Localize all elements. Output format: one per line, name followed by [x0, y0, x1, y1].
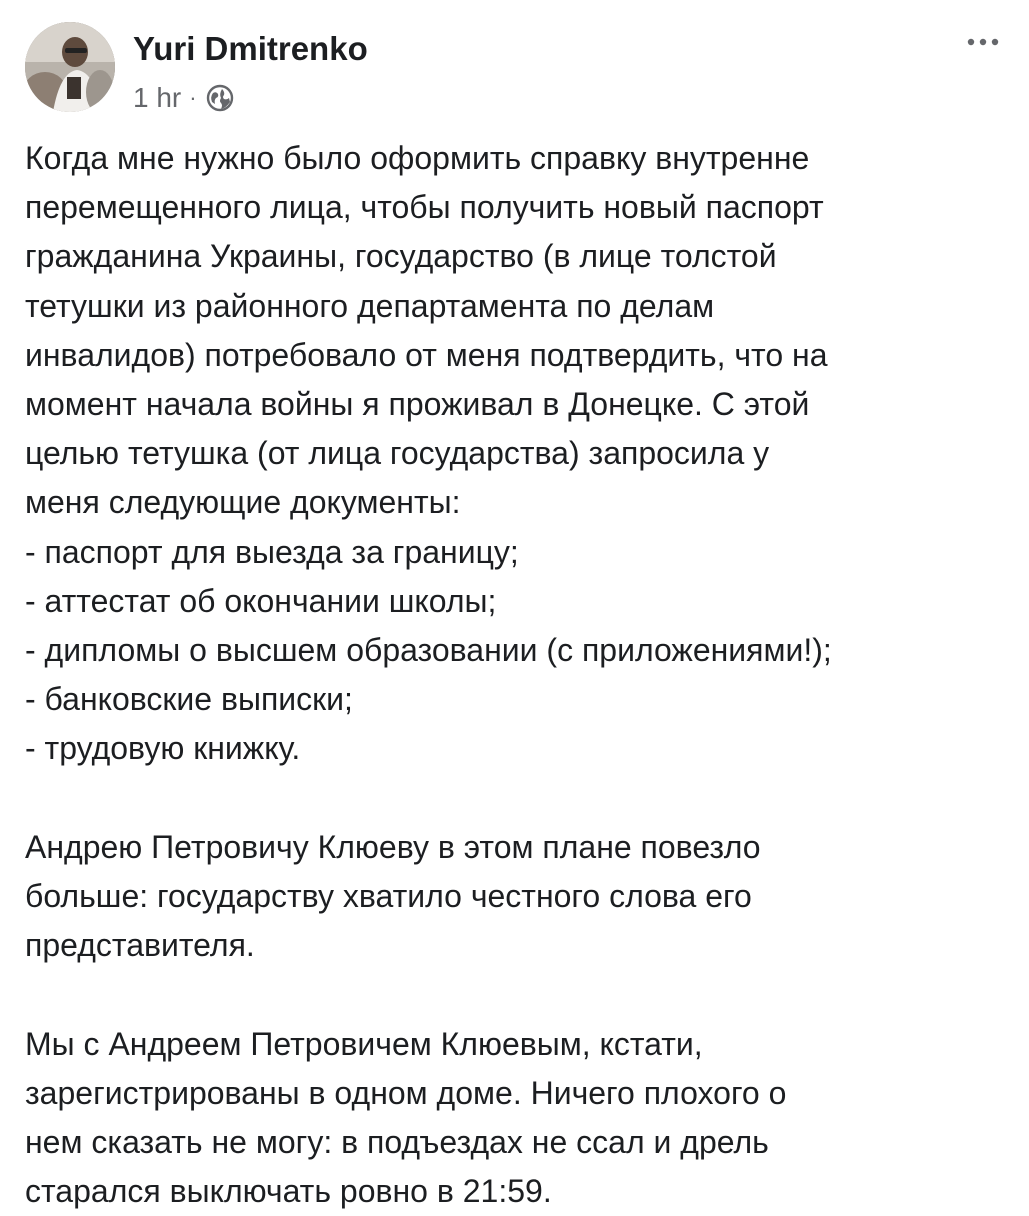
- avatar-photo: [25, 22, 115, 112]
- more-options-icon: [963, 32, 1003, 52]
- author-name[interactable]: Yuri Dmitrenko: [133, 30, 368, 67]
- text-line: представителя.: [25, 927, 255, 964]
- text-line: старался выключать ровно в 21:59.: [25, 1173, 552, 1210]
- post-meta: [133, 80, 235, 116]
- list-item: - трудовую книжку.: [25, 730, 301, 767]
- paragraph-gap: [25, 774, 1010, 823]
- text-line: тетушки из районного департамента по делам: [25, 287, 715, 324]
- text-line: гражданина Украины, государство (в лице толстой: [25, 238, 777, 275]
- list-item: - дипломы о высшем образовании (с приложениями!);: [25, 632, 832, 669]
- text-line: инвалидов) потребовало от меня подтвердить, что на: [25, 336, 828, 373]
- list-item: - аттестат об окончании школы;: [25, 582, 497, 619]
- text-line: больше: государству хватило честного слова его: [25, 878, 752, 915]
- avatar[interactable]: [25, 22, 115, 112]
- meta-separator: ·: [189, 85, 197, 110]
- text-line: Мы с Андреем Петровичем Клюевым, кстати,: [25, 1025, 703, 1062]
- post-text: [25, 134, 1010, 1216]
- list-item: - банковские выписки;: [25, 681, 353, 718]
- text-line: момент начала войны я проживал в Донецке. С этой: [25, 386, 810, 423]
- globe-icon[interactable]: [205, 83, 235, 113]
- text-line: Андрею Петровичу Клюеву в этом плане повезло: [25, 828, 761, 865]
- paragraph-gap: [25, 970, 1010, 1019]
- text-line: нем сказать не могу: в подъездах не ссал и дрель: [25, 1124, 769, 1161]
- text-line: меня следующие документы:: [25, 484, 461, 521]
- text-line: перемещенного лица, чтобы получить новый паспорт: [25, 189, 824, 226]
- post-header: [25, 22, 1009, 118]
- list-item: - паспорт для выезда за границу;: [25, 533, 519, 570]
- text-line: Когда мне нужно было оформить справку внутренне: [25, 140, 810, 176]
- text-line: зарегистрированы в одном доме. Ничего плохого о: [25, 1074, 787, 1111]
- post-time[interactable]: 1 hr: [133, 82, 182, 113]
- more-options-button[interactable]: [963, 32, 1003, 52]
- text-line: целью тетушка (от лица государства) запросила у: [25, 435, 770, 472]
